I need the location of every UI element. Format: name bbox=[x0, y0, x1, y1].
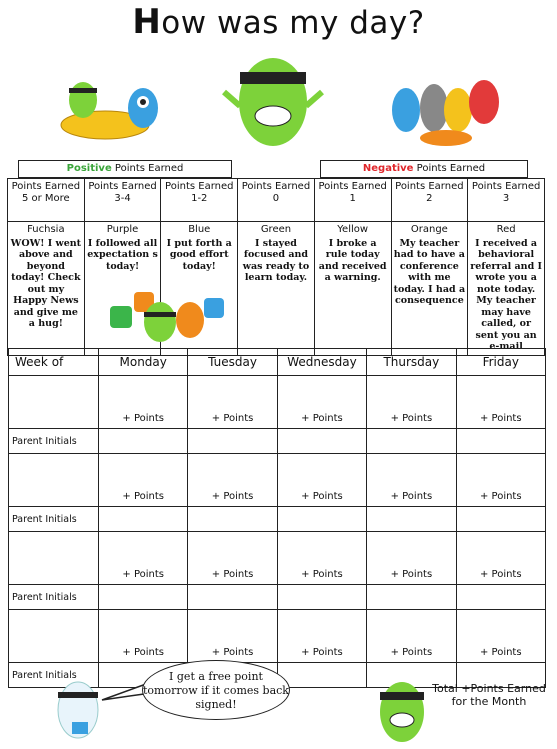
parent-initials-row bbox=[9, 585, 546, 610]
total-points-label: Total +Points Earned for the Month bbox=[432, 682, 546, 708]
positive-label-rest: Points Earned bbox=[111, 163, 184, 174]
week-label-cell[interactable] bbox=[9, 454, 99, 507]
headband-shape bbox=[69, 88, 97, 93]
points-row bbox=[9, 454, 546, 507]
initials-cell[interactable] bbox=[277, 507, 366, 532]
color-name: Fuchsia bbox=[27, 224, 65, 235]
app-icon-shape bbox=[110, 306, 132, 328]
monster-arm-shape bbox=[306, 92, 322, 106]
initials-cell[interactable] bbox=[456, 507, 545, 532]
orange-monster-shape bbox=[176, 302, 204, 338]
speech-bubble: I get a free point tomorrow if it comes back signed! bbox=[142, 660, 290, 720]
initials-cell[interactable] bbox=[277, 663, 366, 688]
points-row bbox=[9, 610, 546, 663]
day-points-cell[interactable]: + Points bbox=[99, 376, 188, 429]
behavior-text: I followed all expectation s today! bbox=[87, 237, 158, 272]
points-header-row bbox=[8, 179, 545, 222]
headband-shape bbox=[58, 692, 98, 698]
behavior-cell-green bbox=[238, 222, 315, 356]
red-monster-shape bbox=[469, 80, 499, 124]
day-points-cell[interactable]: + Points bbox=[188, 454, 277, 507]
title-rest: ow was my day? bbox=[161, 5, 425, 41]
behavior-cell-yellow bbox=[314, 222, 391, 356]
parent-initials-row bbox=[9, 507, 546, 532]
headband-shape bbox=[380, 692, 424, 700]
positive-points-legend bbox=[18, 160, 232, 178]
initials-cell[interactable] bbox=[277, 585, 366, 610]
day-points-cell[interactable]: + Points bbox=[367, 454, 456, 507]
bottom-green-monster-illustration bbox=[372, 664, 432, 746]
parent-initials-label: Parent Initials bbox=[9, 663, 99, 688]
behavior-cell-fuchsia bbox=[8, 222, 85, 356]
negative-label: Negative bbox=[362, 163, 414, 174]
day-points-cell[interactable]: + Points bbox=[99, 532, 188, 585]
initials-cell[interactable] bbox=[367, 429, 456, 454]
parent-initials-label: Parent Initials bbox=[9, 507, 99, 532]
parent-initials-row bbox=[9, 429, 546, 454]
initials-cell[interactable] bbox=[188, 507, 277, 532]
monster-pupil-shape bbox=[140, 99, 146, 105]
week-label-cell[interactable] bbox=[9, 532, 99, 585]
day-points-cell[interactable]: + Points bbox=[367, 610, 456, 663]
monster-body-shape bbox=[239, 58, 307, 146]
parent-initials-label: Parent Initials bbox=[9, 585, 99, 610]
day-points-cell[interactable]: + Points bbox=[188, 610, 277, 663]
points-header-cell: Points Earned 0 bbox=[238, 179, 315, 222]
orange-monster-shape bbox=[420, 130, 472, 146]
blue-monster-shape bbox=[392, 88, 420, 132]
points-header-cell: Points Earned 3-4 bbox=[84, 179, 161, 222]
monster-arm-shape bbox=[224, 92, 240, 106]
monster-mouth-shape bbox=[255, 106, 291, 126]
points-header-cell: Points Earned 2 bbox=[391, 179, 468, 222]
card-shape bbox=[72, 722, 88, 734]
behavior-text: I broke a rule today and received a warning. bbox=[318, 237, 387, 283]
day-header: Monday bbox=[99, 349, 188, 376]
day-points-cell[interactable]: + Points bbox=[277, 610, 366, 663]
day-header: Friday bbox=[456, 349, 545, 376]
behavior-description-row bbox=[8, 222, 545, 356]
initials-cell[interactable] bbox=[188, 429, 277, 454]
small-monster-illustration bbox=[52, 670, 104, 744]
negative-points-legend bbox=[320, 160, 528, 178]
points-header-cell: Points Earned 1 bbox=[314, 179, 391, 222]
week-label-cell[interactable] bbox=[9, 610, 99, 663]
color-name: Red bbox=[496, 224, 516, 235]
initials-cell[interactable] bbox=[99, 585, 188, 610]
positive-label: Positive bbox=[66, 163, 112, 174]
color-name: Yellow bbox=[337, 224, 369, 235]
points-header-cell: Points Earned 5 or More bbox=[8, 179, 85, 222]
points-header-cell: Points Earned 3 bbox=[468, 179, 545, 222]
day-points-cell[interactable]: + Points bbox=[99, 610, 188, 663]
color-name: Blue bbox=[188, 224, 211, 235]
day-header: Tuesday bbox=[188, 349, 277, 376]
week-label-cell[interactable] bbox=[9, 376, 99, 429]
points-row bbox=[9, 376, 546, 429]
day-points-cell[interactable]: + Points bbox=[277, 454, 366, 507]
points-header-cell: Points Earned 1-2 bbox=[161, 179, 238, 222]
points-row bbox=[9, 532, 546, 585]
headband-shape bbox=[144, 312, 176, 317]
title-first-letter: H bbox=[132, 2, 162, 42]
color-name: Green bbox=[260, 224, 292, 235]
day-points-cell[interactable]: + Points bbox=[277, 532, 366, 585]
green-monster-shape bbox=[69, 82, 97, 118]
monster-cluster-illustration bbox=[108, 272, 226, 346]
green-monster-shape bbox=[144, 302, 176, 342]
day-header: Wednesday bbox=[277, 349, 366, 376]
behavior-cell-red bbox=[468, 222, 545, 356]
behavior-text: I stayed focused and was ready to learn today. bbox=[242, 237, 310, 283]
color-name: Orange bbox=[410, 224, 448, 235]
headband-shape bbox=[240, 72, 306, 84]
behavior-cell-orange bbox=[391, 222, 468, 356]
behavior-text: I received a behavioral referral and I wrote you a note today. My teacher may have called, or sent you an e-mail bbox=[470, 237, 542, 352]
app-icon-shape bbox=[204, 298, 224, 318]
group-monsters-illustration bbox=[388, 64, 504, 154]
initials-cell[interactable] bbox=[99, 429, 188, 454]
initials-cell[interactable] bbox=[367, 585, 456, 610]
day-points-cell[interactable]: + Points bbox=[367, 532, 456, 585]
bubble-tail-shape bbox=[100, 680, 148, 702]
negative-label-rest: Points Earned bbox=[413, 163, 486, 174]
day-points-cell[interactable]: + Points bbox=[188, 532, 277, 585]
week-of-label: Week of bbox=[9, 349, 99, 376]
day-points-cell[interactable]: + Points bbox=[188, 376, 277, 429]
share-monsters-illustration bbox=[55, 70, 165, 152]
day-points-cell[interactable]: + Points bbox=[456, 610, 545, 663]
day-points-cell[interactable]: + Points bbox=[99, 454, 188, 507]
behavior-text: WOW! I went above and beyond today! Check out my Happy News and give me a hug! bbox=[10, 237, 82, 329]
initials-cell[interactable] bbox=[367, 507, 456, 532]
initials-cell[interactable] bbox=[277, 429, 366, 454]
behavior-text: My teacher had to have a conference with me today. I had a consequence bbox=[393, 237, 466, 306]
week-header-row bbox=[9, 349, 546, 376]
day-points-cell[interactable]: + Points bbox=[367, 376, 456, 429]
behavior-text: I put forth a good effort today! bbox=[166, 237, 232, 272]
behavior-points-table bbox=[7, 178, 545, 356]
yellow-monster-shape bbox=[444, 88, 472, 132]
day-header: Thursday bbox=[367, 349, 456, 376]
initials-cell[interactable] bbox=[188, 585, 277, 610]
initials-cell[interactable] bbox=[456, 585, 545, 610]
color-name: Purple bbox=[106, 224, 139, 235]
initials-cell[interactable] bbox=[99, 507, 188, 532]
parent-initials-label: Parent Initials bbox=[9, 429, 99, 454]
main-green-monster-illustration bbox=[218, 36, 328, 156]
monster-body-shape bbox=[380, 682, 424, 742]
day-points-cell[interactable]: + Points bbox=[456, 532, 545, 585]
day-points-cell[interactable]: + Points bbox=[456, 454, 545, 507]
initials-cell[interactable] bbox=[456, 429, 545, 454]
monster-mouth-shape bbox=[390, 713, 414, 727]
weekly-points-table bbox=[8, 348, 546, 688]
gray-monster-shape bbox=[420, 84, 448, 132]
day-points-cell[interactable]: + Points bbox=[456, 376, 545, 429]
day-points-cell[interactable]: + Points bbox=[277, 376, 366, 429]
